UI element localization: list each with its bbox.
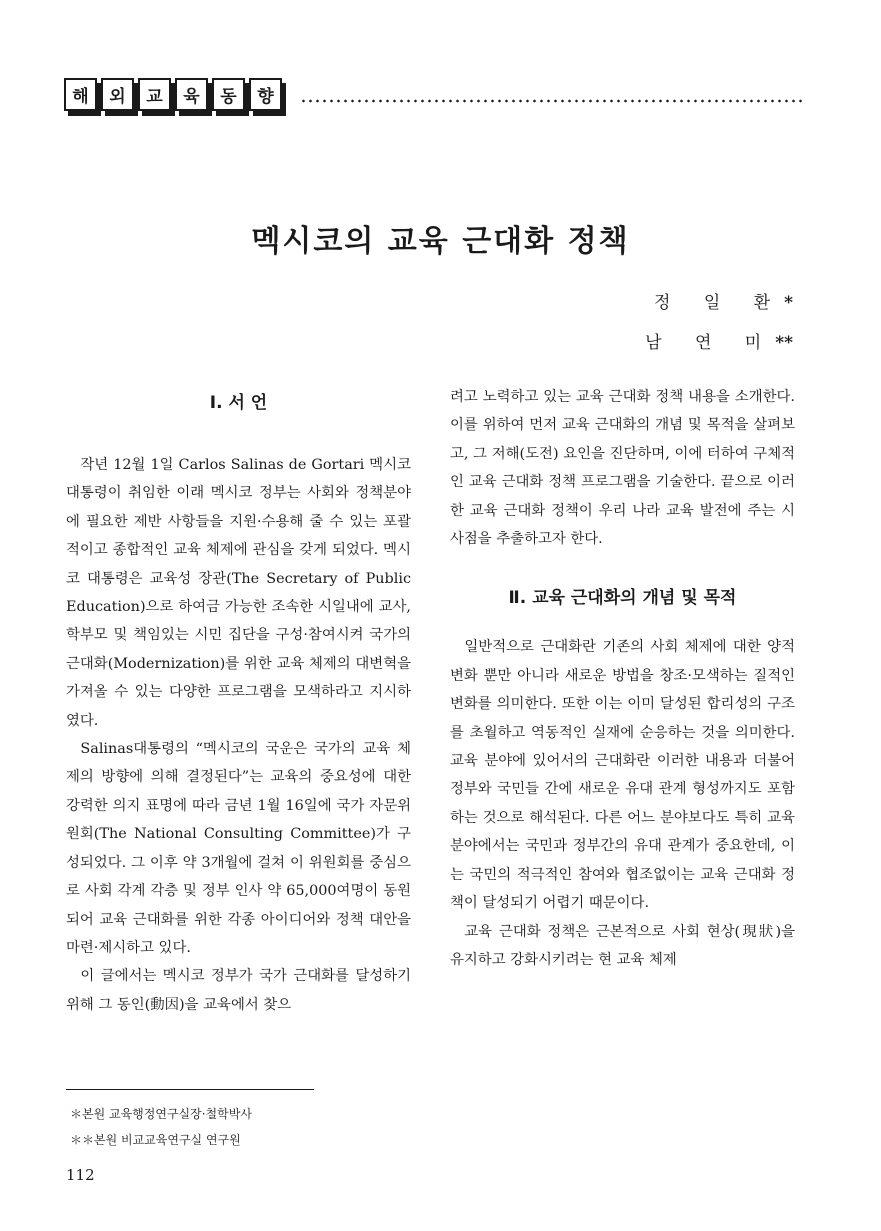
author-name: 정 일 환 [654,293,785,313]
section-label-tile: 교 [138,78,171,111]
right-column [450,383,795,974]
author-name: 남 연 미 [645,333,776,353]
left-column [66,383,411,1019]
section-label-tile: 해 [64,78,97,111]
body-paragraph: 이 글에서는 멕시코 정부가 국가 근대화를 달성하기 위해 그 동인(動因)을 교육에서 찾으 [66,968,411,1013]
section-banner [64,78,804,128]
author-list [645,283,793,363]
section-label-tiles [64,78,286,111]
footnote: ＊본원 교육행정연구실장·철학박사 [70,1107,252,1121]
body-paragraph: 교육 근대화 정책은 근본적으로 사회 현상(現狀)을 유지하고 강화시키려는 현 교육 체제 [450,923,795,968]
body-paragraph: 일반적으로 근대화란 기존의 사회 체제에 대한 양적 변화 뿐만 아니라 새로운 방법을 창조·모색하는 질적인 변화를 의미한다. 또한 이는 이미 달성된 합리성의 구조를 초월하고 역동적인 실재에 순응하는 것을 의미한다. 교육 분야에 있어서의 근대화란 이러한 내용과 더불어 정부와 국민들 간에 새로운 유대 관계 형성까지도 포함하는 것으로 해석된다. 다른 어느 분야보다도 특히 교육 분야에서는 국민과 정부간의 유대 관계가 중요한데, 이는 국민의 적극적인 참여와 협조없이는 교육 근대화 정책이 달성되기 어렵기 때문이다. [450,639,795,912]
section-label-tile: 육 [175,78,208,111]
article-title: 멕시코의 교육 근대화 정책 [251,224,630,260]
body-paragraph: Salinas대통령의 “멕시코의 국운은 국가의 교육 체제의 방향에 의해 결정된다”는 교육의 중요성에 대한 강력한 의지 표명에 따라 금년 1월 16일에 국가 자문위원회(The National Consulting Committee)가 구성되었다. 그 이후 약 3개월에 걸쳐 이 위원회를 중심으로 사회 각계 각층 및 정부 인사 약 65,000여명이 동원되어 교육 근대화를 위한 각종 아이디어와 정책 대안을 마련·제시하고 있다. [66,741,411,956]
footnote-mark: ** [775,333,793,353]
body-paragraph: 려고 노력하고 있는 교육 근대화 정책 내용을 소개한다. 이를 위하여 먼저 교육 근대화의 개념 및 목적을 살펴보고, 그 저해(도전) 요인을 진단하며, 이에 터하여 구체적인 교육 근대화 정책 프로그램을 기술한다. 끝으로 이러한 교육 근대화 정책이 우리 나라 교육 발전에 주는 시사점을 추출하고자 한다. [450,389,795,548]
section-label-tile: 향 [249,78,282,111]
author-line [645,283,793,323]
section-label-tile: 동 [212,78,245,111]
footnote-divider [66,1089,314,1090]
footnotes [70,1101,252,1153]
footnote-mark: * [784,293,793,313]
section-heading: I. 서 언 [209,393,268,413]
body-paragraph: 작년 12월 1일 Carlos Salinas de Gortari 멕시코 대통령이 취임한 이래 멕시코 정부는 사회와 정책분야에 필요한 제반 사항들을 지원·수용해 줄 수 있는 포괄적이고 종합적인 교육 체제에 관심을 갖게 되었다. 멕시코 대통령은 교육성 장관(The Secretary of Public Education)으로 하여금 가능한 조속한 시일내에 교사, 학부모 및 책임있는 시민 집단을 구성·참여시켜 국가의 근대화(Modernization)를 위한 교육 체제의 대변혁을 가져올 수 있는 다양한 프로그램을 모색하라고 지시하였다. [66,457,411,729]
dotted-rule [300,98,804,104]
section-label-tile: 외 [101,78,134,111]
author-line [645,323,793,363]
section-heading: Ⅱ. 교육 근대화의 개념 및 목적 [508,588,737,609]
page-number: 112 [66,1166,95,1184]
footnote: ＊＊본원 비교교육연구실 연구원 [70,1133,241,1147]
